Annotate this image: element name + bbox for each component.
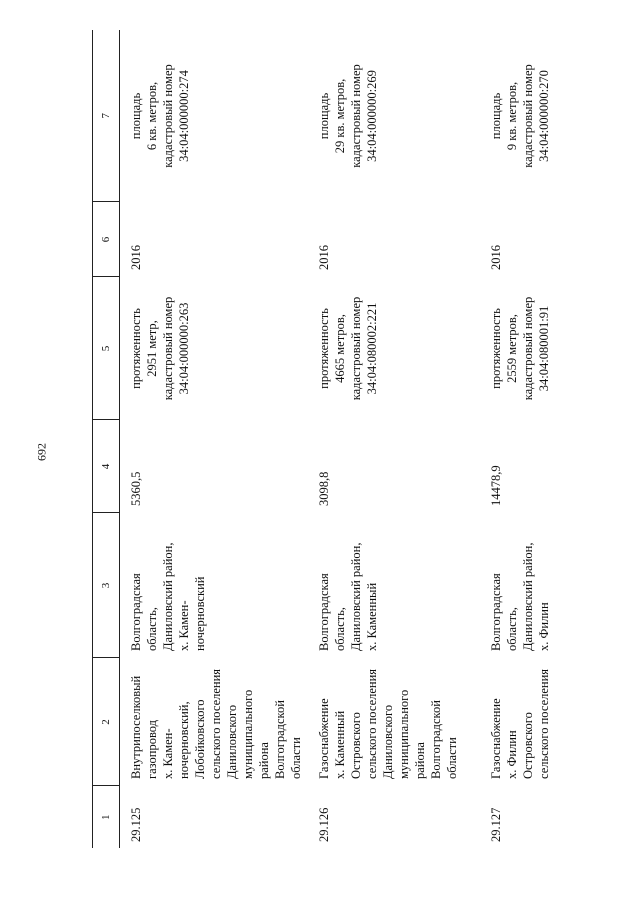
- object-characteristics: протяженность 2559 метров, кадастровый номер 34:04:080001:91: [489, 296, 551, 401]
- rotated-table-wrapper: [92, 30, 596, 848]
- column-header-5: 5: [93, 277, 120, 420]
- table-row: [480, 30, 640, 848]
- column-header-7: 7: [93, 30, 120, 202]
- row-number: 29.127: [489, 807, 503, 842]
- row-number: 29.126: [317, 807, 331, 842]
- table-row: [308, 30, 480, 848]
- header-row: [93, 30, 120, 848]
- object-name: Газоснабжение х. Филин Островского сельского поселения: [489, 668, 551, 779]
- table-row: [120, 30, 309, 848]
- object-year: 2016: [317, 245, 331, 270]
- object-value: 3098,8: [317, 471, 331, 506]
- object-name: Внутрипоселковый газопровод х. Камен- ночерновский, Лобойковского сельского поселения Даниловского муниципального района Волгоградской области: [129, 668, 303, 779]
- land-plot-info: площадь 6 кв. метров, кадастровый номер 34:04:000000:274: [129, 64, 191, 168]
- land-plot-info: площадь 9 кв. метров, кадастровый номер 34:04:000000:270: [489, 64, 551, 168]
- object-name: Газоснабжение х. Каменный Островского сельского поселения Даниловского муниципального района Волгоградской области: [317, 668, 459, 779]
- property-table: [92, 30, 640, 848]
- object-value: 14478,9: [489, 465, 503, 506]
- object-characteristics: протяженность 2951 метр, кадастровый номер 34:04:000000:263: [129, 296, 191, 401]
- object-address: Волгоградская область, Даниловский район, х. Камен- ночерновский: [129, 542, 207, 651]
- object-characteristics: протяженность 4665 метров, кадастровый номер 34:04:080002:221: [317, 296, 379, 401]
- object-address: Волгоградская область, Даниловский район, х. Филин: [489, 542, 551, 651]
- column-header-3: 3: [93, 513, 120, 658]
- land-plot-info: площадь 29 кв. метров, кадастровый номер 34:04:000000:269: [317, 64, 379, 168]
- object-year: 2016: [129, 245, 143, 270]
- column-header-2: 2: [93, 658, 120, 786]
- column-header-4: 4: [93, 420, 120, 513]
- object-year: 2016: [489, 245, 503, 270]
- object-address: Волгоградская область, Даниловский район, х. Каменный: [317, 542, 379, 651]
- column-header-1: 1: [93, 786, 120, 848]
- page-number: 692: [34, 443, 49, 461]
- object-value: 5360,5: [129, 471, 143, 506]
- column-header-6: 6: [93, 202, 120, 277]
- row-number: 29.125: [129, 807, 143, 842]
